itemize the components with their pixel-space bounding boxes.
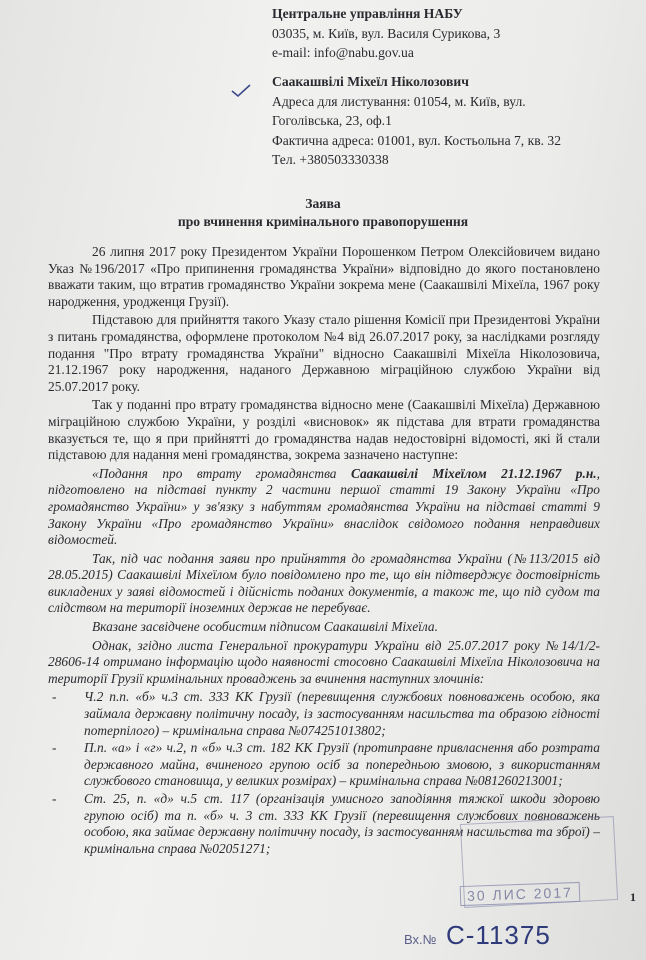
sender-name: Саакашвілі Міхеїл Ніколозович [272,74,469,89]
quote-paragraph: Вказане засвідчене особистим підписом Саакашвілі Міхеїла. [92,619,438,635]
paragraph: Так у поданні про втрату громадянства відносно мене (Саакашвілі Міхеїла) Державною міграційною службою України, у розділі «висновок» як підстава для втрати громадянства вказується те, що я при прийнятті до громадянства надав недостовірні відомості, які й стали підставою для надання мені громадянства, зокрема зазначено наступне: [48,397,600,463]
quote-text: «Подання про втрату громадянства [92,465,351,481]
page-number: 1 [630,890,636,904]
registration-number: С-11375 [446,920,551,950]
addressee-block [272,4,642,63]
document-subtitle: про вчинення кримінального правопорушення [177,214,469,229]
registration-label: Вх.№ [404,932,437,947]
list-item: - П.п. «а» і «г» ч.2, п «б» ч.3 ст. 182 КК Грузії (протиправне привласнення або розтрата державного майна, вчиненого групою осіб за попередньою змовою, з використанням службового становища, у великих розмірах) – кримінальна справа №081260213001; [84,740,600,790]
quote-paragraph [48,466,600,549]
document-body [48,244,600,858]
quote-bold-name: Саакашвілі Міхеїлом 21.12.1967 р.н. [350,465,597,481]
document-title: Заява [305,196,341,211]
paragraph: Підставою для прийняття такого Указу стало рішення Комісії при Президентові України з питань громадянства, оформлене протоколом №4 від 26.07.2017 року, за наслідками розгляду подання "Про втрату громадянства України" відносно Саакашвілі Міхеїла Ніколозовича, 21.12.1967 року народження, наданого Державною міграційною службою України від 25.07.2017 року. [48,312,600,394]
paragraph: 26 липня 2017 року Президентом України Порошенком Петром Олексійовичем видано Указ №196/2017 «Про припинення громадянства України» відповідно до якого постановлено вважати таким, що втратив громадянство України зокрема мене (Саакашвілі Міхеїла, 1967 року народження, уродженця Грузії). [48,244,600,309]
checkmark-icon [231,84,251,98]
list-item: - Ст. 25, п. «д» ч.5 ст. 117 (організація умисного заподіяння тяжкої шкоди здоровю групою осіб) та п. «б» ч. 3 ст. 333 КК Грузії (перевищення службових повноважень особою, яка займає державну політичну посаду, із застосуванням насильства та зброї) – кримінальна справа №02051271; [84,791,600,857]
quote-text: , підготовлено на підставі пункту 2 частини першої статті 19 Закону України «Про громадянство України» у зв'язку з набуттям громадянства України на підставі статті 9 Закону України «Про громадянство України» внаслідок свідомого подання неправдивих відомостей. [48,465,600,548]
sender-mail-address-1: Адреса для листування: 01054, м. Київ, вул. [272,93,526,109]
sender-actual-address: Фактична адреса: 01001, вул. Костьольна 7, кв. 32 [272,132,562,148]
addressee-org: Центральне управління НАБУ [272,6,463,21]
date-stamp: 30 ЛИС 2017 [460,882,580,906]
sender-mail-address-2: Гоголівська, 23, оф.1 [272,113,392,128]
sender-block [272,72,642,170]
quote-paragraph: Так, під час подання заяви про прийняття до громадянства України (№113/2015 від 28.05.2015) Саакашвілі Міхеїлом було повідомлено про те, що він підтверджує достовірність викладених у заяві відомостей і дійсність поданих документів, а також те, що під судом та слідством на території іноземних держав не перебуває. [48,550,600,616]
addressee-address: 03035, м. Київ, вул. Василя Сурикова, 3 [272,25,501,41]
list-item: - Ч.2 п.п. «б» ч.3 ст. 333 КК Грузії (перевищення службових повноважень особою, яка займала державну політичну посаду, із застосуванням насильства та образою гідності потерпілого) – кримінальна справа №074251013802; [84,689,600,739]
addressee-email: e-mail: info@nabu.gov.ua [272,45,414,60]
sender-phone: Тел. +380503330338 [272,152,389,167]
quote-paragraph: Однак, згідно листа Генеральної прокуратури України від 25.07.2017 року №14/1/2-28606-14 отримано інформацію щодо наявності стосовно Саакашвілі Міхеїла Ніколозовича на території Грузії кримінальних проваджень за вчинення наступних злочинів: [48,637,600,686]
